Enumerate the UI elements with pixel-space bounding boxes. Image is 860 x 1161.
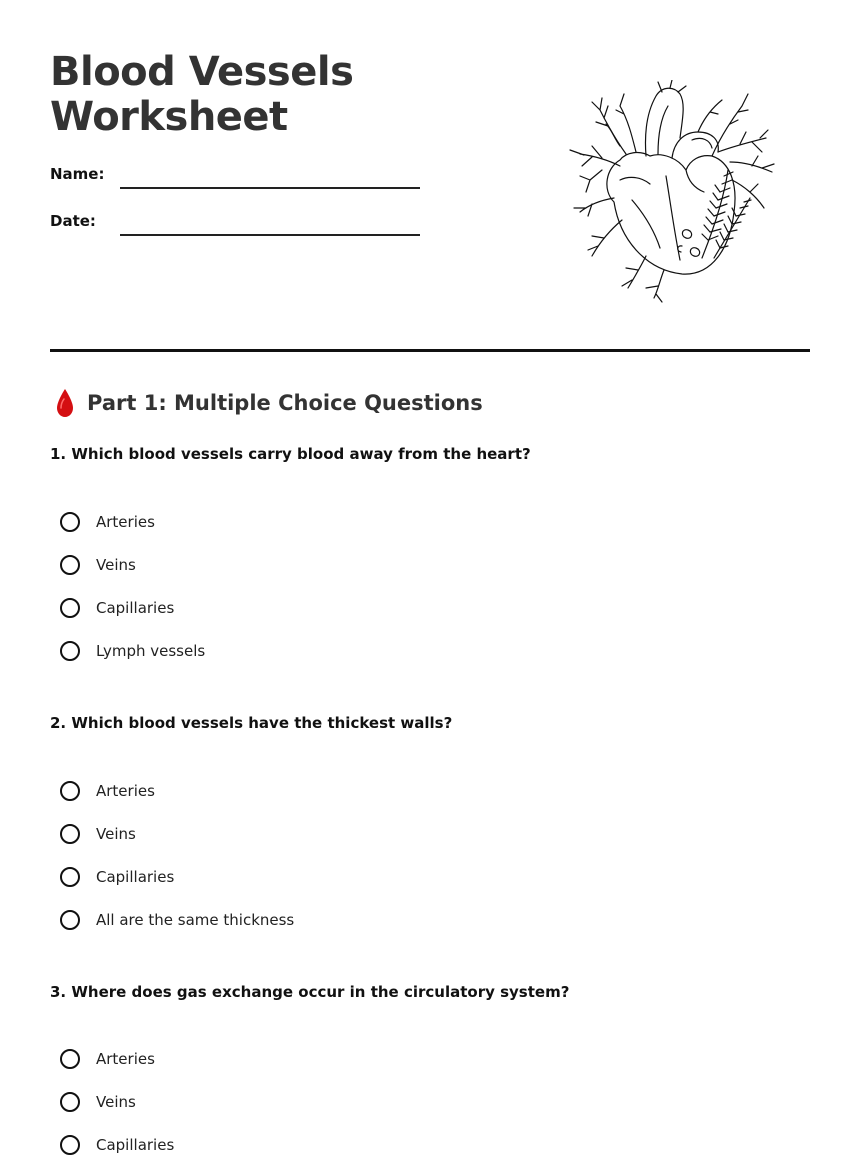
question-1: 1. Which blood vessels carry blood away from the heart? (50, 445, 531, 463)
header-divider (50, 349, 810, 352)
title-line-2: Worksheet (50, 94, 288, 140)
name-label: Name: (50, 165, 105, 183)
option-label: Lymph vessels (96, 642, 206, 660)
option-label: Arteries (96, 513, 155, 531)
q2-option-veins[interactable] (60, 821, 136, 847)
section-heading (50, 385, 483, 421)
radio-button[interactable] (60, 1092, 80, 1112)
date-field-row (50, 207, 430, 237)
radio-button[interactable] (60, 555, 80, 575)
radio-button[interactable] (60, 1049, 80, 1069)
option-label: Veins (96, 1093, 136, 1111)
radio-button[interactable] (60, 641, 80, 661)
name-field-row (50, 160, 430, 190)
q2-option-capillaries[interactable] (60, 864, 174, 890)
radio-button[interactable] (60, 867, 80, 887)
option-label: Capillaries (96, 599, 175, 617)
q1-option-capillaries[interactable] (60, 595, 174, 621)
q2-option-same-thickness[interactable] (60, 907, 294, 933)
q1-option-lymph-vessels[interactable] (60, 638, 205, 664)
option-label: Capillaries (96, 1136, 175, 1154)
q3-option-veins[interactable] (60, 1089, 136, 1115)
q1-option-veins[interactable] (60, 552, 136, 578)
radio-button[interactable] (60, 512, 80, 532)
date-label: Date: (50, 212, 96, 230)
radio-button[interactable] (60, 1135, 80, 1155)
q2-option-arteries[interactable] (60, 778, 155, 804)
option-label: Veins (96, 825, 136, 843)
question-3: 3. Where does gas exchange occur in the circulatory system? (50, 983, 570, 1001)
question-2: 2. Which blood vessels have the thickest walls? (50, 714, 453, 732)
date-blank-line[interactable] (120, 234, 420, 236)
name-blank-line[interactable] (120, 187, 420, 189)
blood-drop-icon (54, 388, 76, 418)
option-label: Veins (96, 556, 136, 574)
radio-button[interactable] (60, 598, 80, 618)
radio-button[interactable] (60, 781, 80, 801)
title-line-1: Blood Vessels (50, 49, 354, 95)
radio-button[interactable] (60, 824, 80, 844)
section-title: Part 1: Multiple Choice Questions (87, 391, 483, 415)
worksheet-page (50, 0, 810, 1161)
q3-option-arteries[interactable] (60, 1046, 155, 1072)
option-label: Arteries (96, 782, 155, 800)
page-title (50, 50, 410, 140)
option-label: Arteries (96, 1050, 155, 1068)
radio-button[interactable] (60, 910, 80, 930)
heart-illustration (562, 80, 782, 305)
option-label: All are the same thickness (96, 911, 295, 929)
q1-option-arteries[interactable] (60, 509, 155, 535)
q3-option-capillaries[interactable] (60, 1132, 174, 1158)
option-label: Capillaries (96, 868, 175, 886)
